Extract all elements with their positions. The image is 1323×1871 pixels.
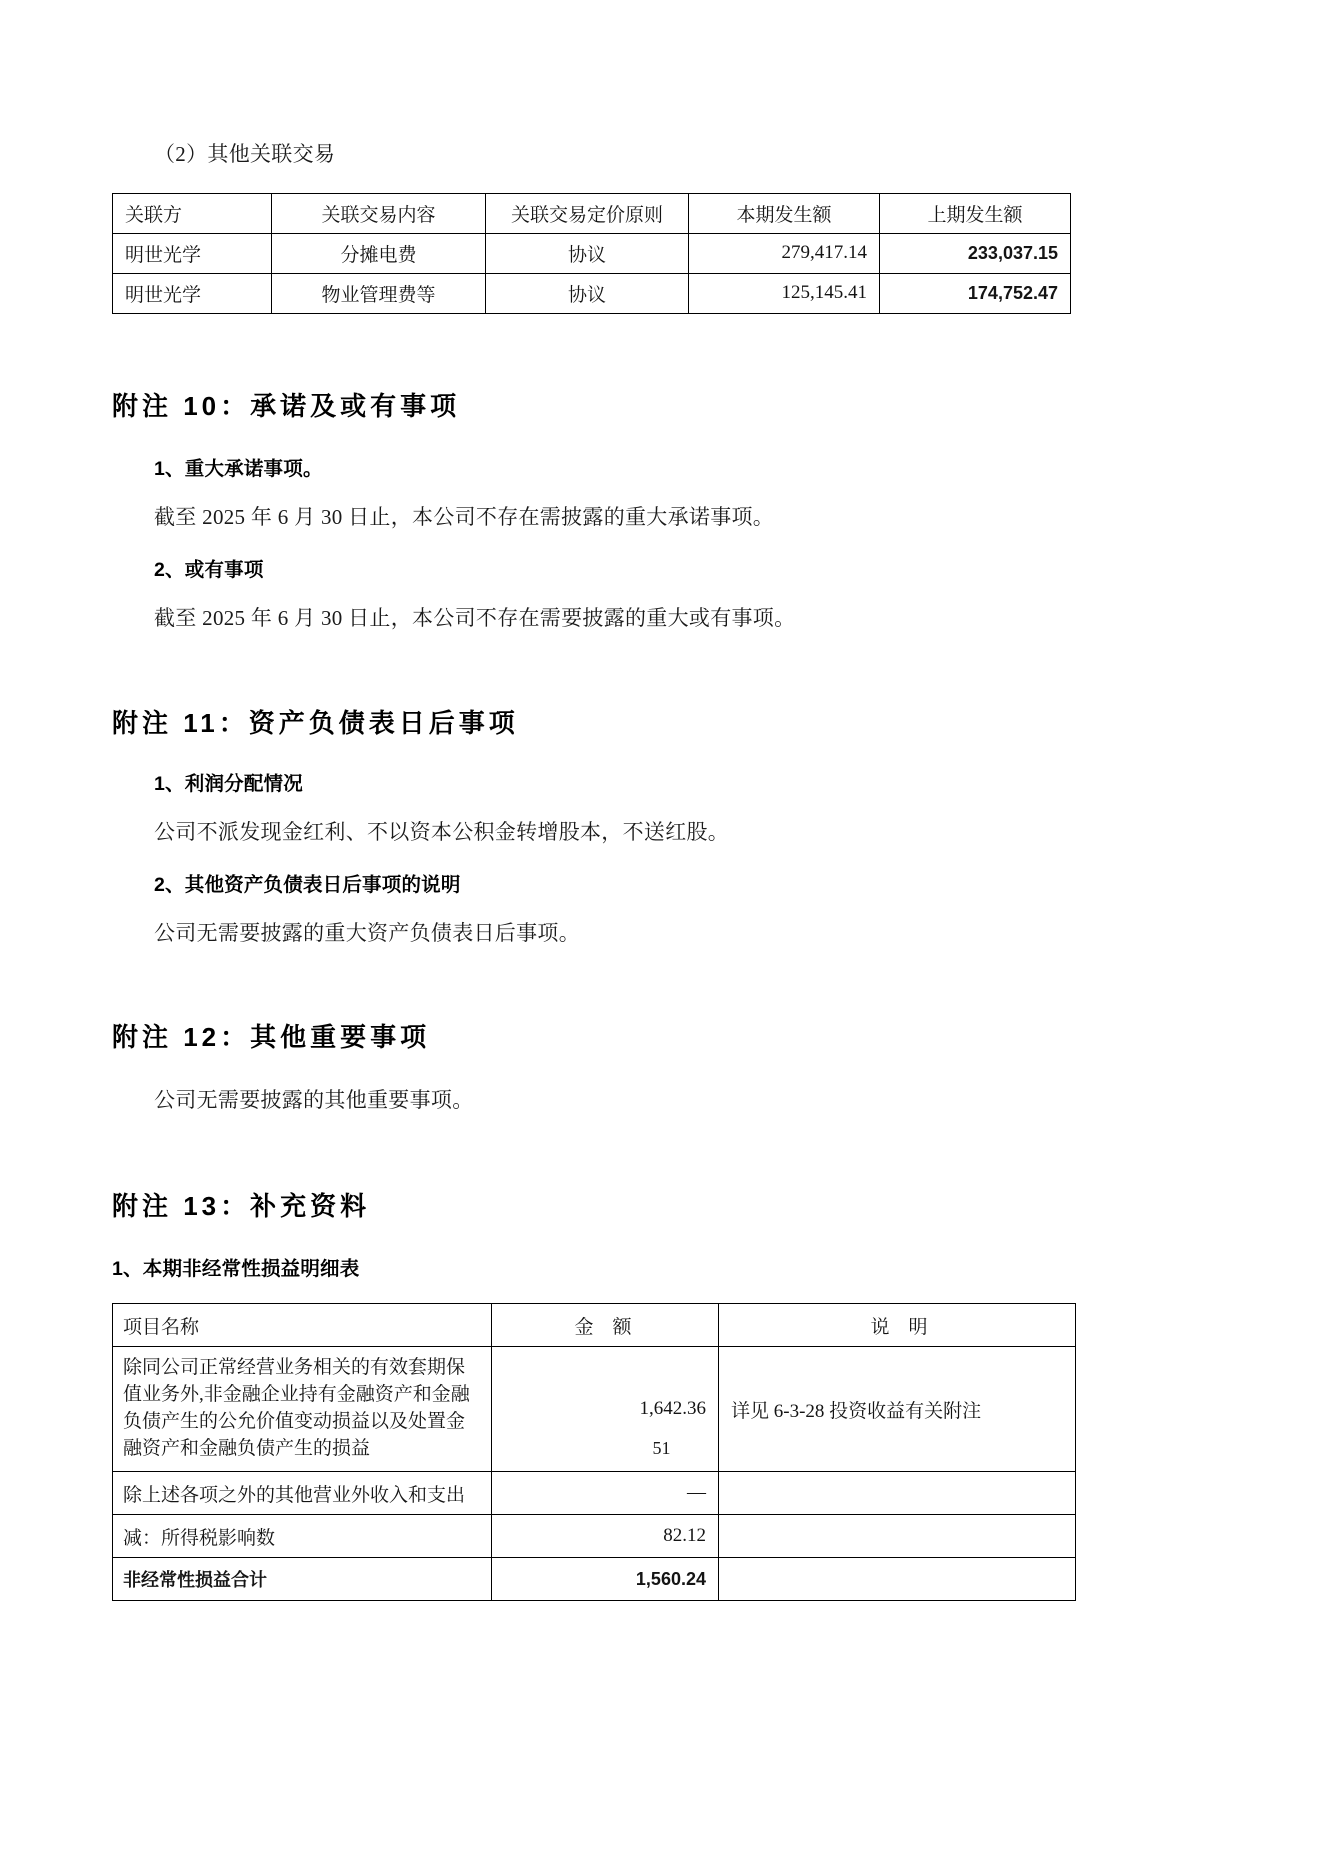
cell-note-total bbox=[719, 1558, 1076, 1601]
cell-amount: 82.12 bbox=[492, 1515, 719, 1558]
page-number: 51 bbox=[652, 1438, 671, 1458]
cell-current-amount: 279,417.14 bbox=[689, 233, 880, 273]
note-11-item-2-text: 公司无需要披露的重大资产负债表日后事项。 bbox=[154, 921, 580, 945]
column-header-current: 本期发生额 bbox=[689, 193, 880, 233]
column-header-amount: 金 额 bbox=[492, 1304, 719, 1347]
cell-amount: 1,642.36 bbox=[492, 1347, 719, 1472]
note-11-heading: 附注 11：资产负债表日后事项 bbox=[112, 707, 519, 738]
column-header-item: 项目名称 bbox=[113, 1304, 492, 1347]
cell-item: 减：所得税影响数 bbox=[113, 1515, 492, 1558]
note-12-heading: 附注 12：其他重要事项 bbox=[112, 1021, 431, 1052]
cell-content: 物业管理费等 bbox=[272, 273, 486, 313]
cell-current-amount: 125,145.41 bbox=[689, 273, 880, 313]
note-11-item-1-label: 1、利润分配情况 bbox=[154, 772, 303, 795]
table-row bbox=[113, 233, 1071, 273]
related-party-transactions-table bbox=[112, 193, 1071, 314]
cell-note bbox=[719, 1515, 1076, 1558]
note-11-item-1-text: 公司不派发现金红利、不以资本公积金转增股本，不送红股。 bbox=[154, 819, 730, 844]
table-row bbox=[113, 273, 1071, 313]
cell-party: 明世光学 bbox=[113, 233, 272, 273]
column-header-previous: 上期发生额 bbox=[880, 193, 1071, 233]
note-12-text: 公司无需要披露的其他重要事项。 bbox=[154, 1087, 474, 1112]
cell-item: 除上述各项之外的其他营业外收入和支出 bbox=[113, 1472, 492, 1515]
cell-item: 除同公司正常经营业务相关的有效套期保值业务外,非金融企业持有金融资产和金融负债产生的公允价值变动损益以及处置金融资产和金融负债产生的损益 bbox=[113, 1347, 492, 1472]
cell-party: 明世光学 bbox=[113, 273, 272, 313]
related-party-caption: （2）其他关联交易 bbox=[154, 142, 336, 166]
cell-note bbox=[719, 1472, 1076, 1515]
note-10-item-2-text: 截至 2025 年 6 月 30 日止，本公司不存在需要披露的重大或有事项。 bbox=[154, 606, 796, 630]
cell-previous-amount: 233,037.15 bbox=[880, 233, 1071, 273]
cell-note: 详见 6-3-28 投资收益有关附注 bbox=[719, 1347, 1076, 1472]
cell-item-total: 非经常性损益合计 bbox=[113, 1558, 492, 1601]
cell-amount: — bbox=[492, 1472, 719, 1515]
table-row bbox=[113, 1515, 1076, 1558]
cell-amount-total: 1,560.24 bbox=[492, 1558, 719, 1601]
cell-content: 分摊电费 bbox=[272, 233, 486, 273]
note-10-heading: 附注 10：承诺及或有事项 bbox=[112, 390, 461, 421]
column-header-note: 说 明 bbox=[719, 1304, 1076, 1347]
cell-rule: 协议 bbox=[486, 273, 689, 313]
cell-previous-amount: 174,752.47 bbox=[880, 273, 1071, 313]
table-row bbox=[113, 1472, 1076, 1515]
column-header-party: 关联方 bbox=[113, 193, 272, 233]
cell-rule: 协议 bbox=[486, 233, 689, 273]
table-row-total bbox=[113, 1558, 1076, 1601]
note-13-subheading: 1、本期非经常性损益明细表 bbox=[112, 1258, 360, 1280]
table-header-row bbox=[113, 193, 1071, 233]
note-13-heading: 附注 13：补充资料 bbox=[112, 1191, 371, 1221]
note-10-item-2-label: 2、或有事项 bbox=[154, 559, 264, 581]
table-header-row bbox=[113, 1304, 1076, 1347]
note-10-item-1-label: 1、重大承诺事项。 bbox=[154, 457, 323, 480]
note-10-item-1-text: 截至 2025 年 6 月 30 日止，本公司不存在需披露的重大承诺事项。 bbox=[154, 504, 775, 529]
note-11-item-2-label: 2、其他资产负债表日后事项的说明 bbox=[154, 874, 461, 896]
column-header-rule: 关联交易定价原则 bbox=[486, 193, 689, 233]
column-header-content: 关联交易内容 bbox=[272, 193, 486, 233]
page-content bbox=[112, 0, 1058, 1601]
